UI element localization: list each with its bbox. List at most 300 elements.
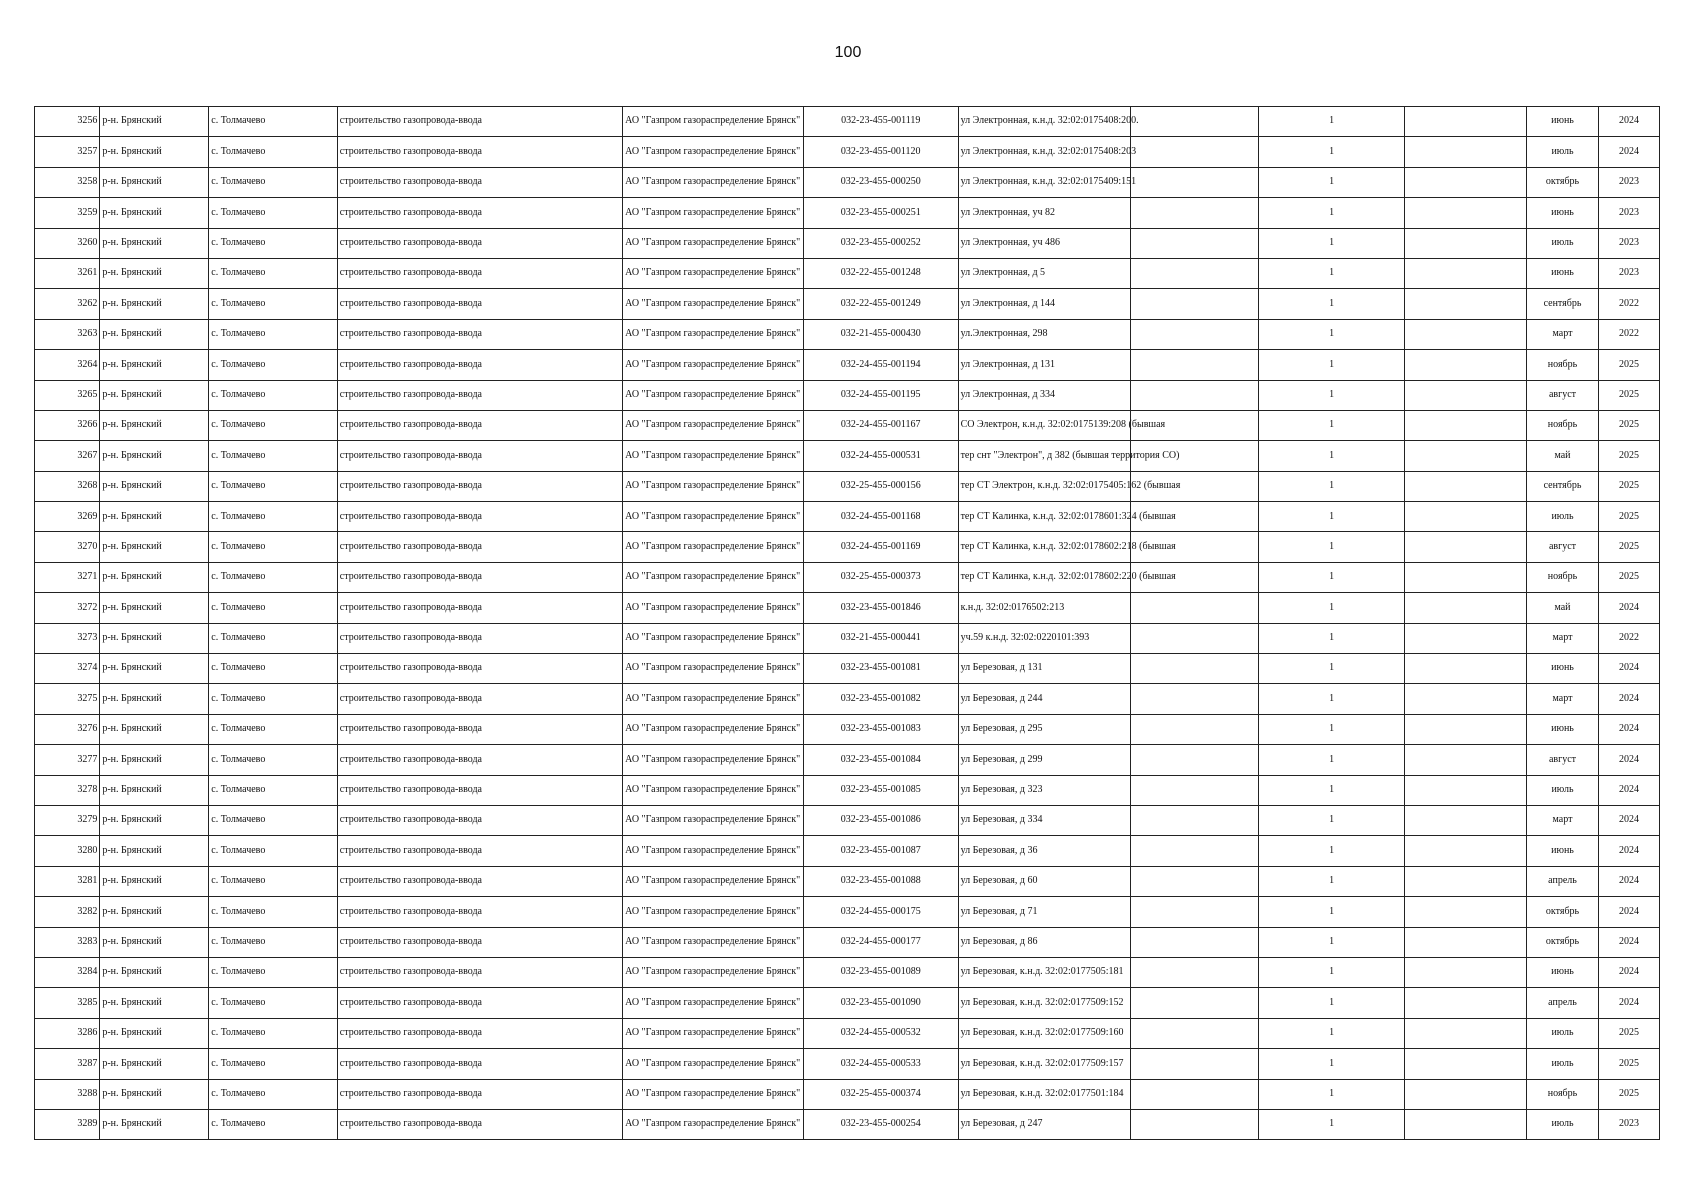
- address-cell: ул Березовая, д 71: [958, 897, 1130, 927]
- registration-number-cell: 032-23-455-001087: [803, 836, 958, 866]
- address-cell: тер СТ Калинка, к.н.д. 32:02:0178601:324 (бывшая: [958, 502, 1130, 532]
- address-cell: ул Электронная, д 5: [958, 258, 1130, 288]
- settlement-cell: с. Толмачево: [209, 745, 338, 775]
- row-number-cell: 3287: [35, 1049, 100, 1079]
- empty-cell: [1130, 805, 1259, 835]
- year-cell: 2024: [1598, 137, 1659, 167]
- quantity-cell: 1: [1259, 410, 1405, 440]
- work-type-cell: строительство газопровода-ввода: [337, 684, 622, 714]
- organization-cell: АО "Газпром газораспределение Брянск": [623, 593, 804, 623]
- year-cell: 2022: [1598, 623, 1659, 653]
- row-number-cell: 3261: [35, 258, 100, 288]
- settlement-cell: с. Толмачево: [209, 107, 338, 137]
- empty-cell: [1130, 1079, 1259, 1109]
- empty-cell: [1405, 471, 1527, 501]
- quantity-cell: 1: [1259, 988, 1405, 1018]
- settlement-cell: с. Толмачево: [209, 502, 338, 532]
- month-cell: июнь: [1527, 107, 1599, 137]
- quantity-cell: 1: [1259, 805, 1405, 835]
- work-type-cell: строительство газопровода-ввода: [337, 775, 622, 805]
- work-type-cell: строительство газопровода-ввода: [337, 593, 622, 623]
- month-cell: сентябрь: [1527, 289, 1599, 319]
- registration-number-cell: 032-23-455-001088: [803, 866, 958, 896]
- year-cell: 2022: [1598, 289, 1659, 319]
- district-cell: р-н. Брянский: [100, 623, 209, 653]
- settlement-cell: с. Толмачево: [209, 350, 338, 380]
- registration-number-cell: 032-24-455-001195: [803, 380, 958, 410]
- table-row: [35, 107, 1660, 137]
- table-row: [35, 258, 1660, 288]
- organization-cell: АО "Газпром газораспределение Брянск": [623, 654, 804, 684]
- work-type-cell: строительство газопровода-ввода: [337, 198, 622, 228]
- address-cell: ул Электронная, к.н.д. 32:02:0175409:151: [958, 167, 1130, 197]
- table-row: [35, 1049, 1660, 1079]
- table-row: [35, 1109, 1660, 1139]
- organization-cell: АО "Газпром газораспределение Брянск": [623, 623, 804, 653]
- work-type-cell: строительство газопровода-ввода: [337, 1079, 622, 1109]
- row-number-cell: 3274: [35, 654, 100, 684]
- registration-number-cell: 032-25-455-000374: [803, 1079, 958, 1109]
- registration-number-cell: 032-25-455-000156: [803, 471, 958, 501]
- row-number-cell: 3266: [35, 410, 100, 440]
- registration-number-cell: 032-23-455-001081: [803, 654, 958, 684]
- month-cell: июль: [1527, 1018, 1599, 1048]
- row-number-cell: 3263: [35, 319, 100, 349]
- month-cell: июль: [1527, 775, 1599, 805]
- table-body: [35, 107, 1660, 1140]
- month-cell: август: [1527, 380, 1599, 410]
- row-number-cell: 3282: [35, 897, 100, 927]
- registration-number-cell: 032-21-455-000441: [803, 623, 958, 653]
- table-row: [35, 866, 1660, 896]
- organization-cell: АО "Газпром газораспределение Брянск": [623, 927, 804, 957]
- month-cell: август: [1527, 745, 1599, 775]
- year-cell: 2025: [1598, 410, 1659, 440]
- table-row: [35, 714, 1660, 744]
- table-row: [35, 167, 1660, 197]
- work-type-cell: строительство газопровода-ввода: [337, 167, 622, 197]
- organization-cell: АО "Газпром газораспределение Брянск": [623, 775, 804, 805]
- month-cell: октябрь: [1527, 167, 1599, 197]
- district-cell: р-н. Брянский: [100, 319, 209, 349]
- settlement-cell: с. Толмачево: [209, 623, 338, 653]
- quantity-cell: 1: [1259, 289, 1405, 319]
- empty-cell: [1130, 228, 1259, 258]
- settlement-cell: с. Толмачево: [209, 1079, 338, 1109]
- empty-cell: [1130, 1109, 1259, 1139]
- work-type-cell: строительство газопровода-ввода: [337, 623, 622, 653]
- row-number-cell: 3270: [35, 532, 100, 562]
- quantity-cell: 1: [1259, 441, 1405, 471]
- row-number-cell: 3268: [35, 471, 100, 501]
- empty-cell: [1405, 532, 1527, 562]
- row-number-cell: 3259: [35, 198, 100, 228]
- quantity-cell: 1: [1259, 957, 1405, 987]
- district-cell: р-н. Брянский: [100, 289, 209, 319]
- settlement-cell: с. Толмачево: [209, 654, 338, 684]
- row-number-cell: 3280: [35, 836, 100, 866]
- registration-number-cell: 032-24-455-000533: [803, 1049, 958, 1079]
- district-cell: р-н. Брянский: [100, 745, 209, 775]
- district-cell: р-н. Брянский: [100, 1049, 209, 1079]
- district-cell: р-н. Брянский: [100, 107, 209, 137]
- organization-cell: АО "Газпром газораспределение Брянск": [623, 137, 804, 167]
- address-cell: ул Березовая, к.н.д. 32:02:0177501:184: [958, 1079, 1130, 1109]
- year-cell: 2022: [1598, 319, 1659, 349]
- quantity-cell: 1: [1259, 258, 1405, 288]
- organization-cell: АО "Газпром газораспределение Брянск": [623, 836, 804, 866]
- district-cell: р-н. Брянский: [100, 714, 209, 744]
- district-cell: р-н. Брянский: [100, 654, 209, 684]
- month-cell: июль: [1527, 137, 1599, 167]
- empty-cell: [1405, 198, 1527, 228]
- work-type-cell: строительство газопровода-ввода: [337, 289, 622, 319]
- district-cell: р-н. Брянский: [100, 228, 209, 258]
- empty-cell: [1130, 350, 1259, 380]
- work-type-cell: строительство газопровода-ввода: [337, 350, 622, 380]
- quantity-cell: 1: [1259, 593, 1405, 623]
- organization-cell: АО "Газпром газораспределение Брянск": [623, 714, 804, 744]
- empty-cell: [1405, 836, 1527, 866]
- settlement-cell: с. Толмачево: [209, 897, 338, 927]
- work-type-cell: строительство газопровода-ввода: [337, 866, 622, 896]
- work-type-cell: строительство газопровода-ввода: [337, 107, 622, 137]
- quantity-cell: 1: [1259, 198, 1405, 228]
- settlement-cell: с. Толмачево: [209, 167, 338, 197]
- empty-cell: [1130, 957, 1259, 987]
- settlement-cell: с. Толмачево: [209, 562, 338, 592]
- year-cell: 2024: [1598, 654, 1659, 684]
- quantity-cell: 1: [1259, 380, 1405, 410]
- year-cell: 2024: [1598, 107, 1659, 137]
- month-cell: июль: [1527, 502, 1599, 532]
- registration-number-cell: 032-24-455-000531: [803, 441, 958, 471]
- district-cell: р-н. Брянский: [100, 1079, 209, 1109]
- year-cell: 2025: [1598, 562, 1659, 592]
- work-type-cell: строительство газопровода-ввода: [337, 988, 622, 1018]
- address-cell: ул Березовая, д 244: [958, 684, 1130, 714]
- organization-cell: АО "Газпром газораспределение Брянск": [623, 988, 804, 1018]
- year-cell: 2025: [1598, 441, 1659, 471]
- table-row: [35, 532, 1660, 562]
- settlement-cell: с. Толмачево: [209, 258, 338, 288]
- month-cell: июнь: [1527, 957, 1599, 987]
- address-cell: ул Березовая, д 131: [958, 654, 1130, 684]
- organization-cell: АО "Газпром газораспределение Брянск": [623, 410, 804, 440]
- work-type-cell: строительство газопровода-ввода: [337, 897, 622, 927]
- quantity-cell: 1: [1259, 1109, 1405, 1139]
- district-cell: р-н. Брянский: [100, 1018, 209, 1048]
- empty-cell: [1405, 866, 1527, 896]
- organization-cell: АО "Газпром газораспределение Брянск": [623, 258, 804, 288]
- address-cell: ул Березовая, д 60: [958, 866, 1130, 896]
- month-cell: ноябрь: [1527, 350, 1599, 380]
- row-number-cell: 3272: [35, 593, 100, 623]
- address-cell: ул Березовая, д 36: [958, 836, 1130, 866]
- work-type-cell: строительство газопровода-ввода: [337, 1109, 622, 1139]
- row-number-cell: 3281: [35, 866, 100, 896]
- year-cell: 2025: [1598, 502, 1659, 532]
- settlement-cell: с. Толмачево: [209, 198, 338, 228]
- table-row: [35, 289, 1660, 319]
- organization-cell: АО "Газпром газораспределение Брянск": [623, 502, 804, 532]
- quantity-cell: 1: [1259, 532, 1405, 562]
- work-type-cell: строительство газопровода-ввода: [337, 836, 622, 866]
- table-row: [35, 957, 1660, 987]
- month-cell: июль: [1527, 228, 1599, 258]
- settlement-cell: с. Толмачево: [209, 684, 338, 714]
- empty-cell: [1130, 167, 1259, 197]
- settlement-cell: с. Толмачево: [209, 410, 338, 440]
- quantity-cell: 1: [1259, 684, 1405, 714]
- organization-cell: АО "Газпром газораспределение Брянск": [623, 1049, 804, 1079]
- work-type-cell: строительство газопровода-ввода: [337, 137, 622, 167]
- year-cell: 2023: [1598, 198, 1659, 228]
- address-cell: тер СТ Электрон, к.н.д. 32:02:0175405:162 (бывшая: [958, 471, 1130, 501]
- organization-cell: АО "Газпром газораспределение Брянск": [623, 107, 804, 137]
- address-cell: уч.59 к.н.д. 32:02:0220101:393: [958, 623, 1130, 653]
- year-cell: 2025: [1598, 1049, 1659, 1079]
- organization-cell: АО "Газпром газораспределение Брянск": [623, 805, 804, 835]
- address-cell: ул Электронная, д 334: [958, 380, 1130, 410]
- registration-number-cell: 032-23-455-000254: [803, 1109, 958, 1139]
- empty-cell: [1405, 350, 1527, 380]
- settlement-cell: с. Толмачево: [209, 866, 338, 896]
- organization-cell: АО "Газпром газораспределение Брянск": [623, 957, 804, 987]
- quantity-cell: 1: [1259, 107, 1405, 137]
- year-cell: 2024: [1598, 988, 1659, 1018]
- settlement-cell: с. Толмачево: [209, 988, 338, 1018]
- empty-cell: [1130, 745, 1259, 775]
- registration-number-cell: 032-24-455-001194: [803, 350, 958, 380]
- empty-cell: [1405, 410, 1527, 440]
- quantity-cell: 1: [1259, 836, 1405, 866]
- empty-cell: [1130, 107, 1259, 137]
- work-type-cell: строительство газопровода-ввода: [337, 745, 622, 775]
- district-cell: р-н. Брянский: [100, 805, 209, 835]
- month-cell: сентябрь: [1527, 471, 1599, 501]
- registration-number-cell: 032-21-455-000430: [803, 319, 958, 349]
- month-cell: июнь: [1527, 654, 1599, 684]
- district-cell: р-н. Брянский: [100, 502, 209, 532]
- district-cell: р-н. Брянский: [100, 137, 209, 167]
- settlement-cell: с. Толмачево: [209, 1049, 338, 1079]
- work-type-cell: строительство газопровода-ввода: [337, 410, 622, 440]
- registration-number-cell: 032-23-455-001082: [803, 684, 958, 714]
- district-cell: р-н. Брянский: [100, 532, 209, 562]
- month-cell: ноябрь: [1527, 1079, 1599, 1109]
- month-cell: март: [1527, 319, 1599, 349]
- empty-cell: [1130, 775, 1259, 805]
- table-row: [35, 380, 1660, 410]
- row-number-cell: 3288: [35, 1079, 100, 1109]
- row-number-cell: 3278: [35, 775, 100, 805]
- address-cell: тер СТ Калинка, к.н.д. 32:02:0178602:218 (бывшая: [958, 532, 1130, 562]
- work-type-cell: строительство газопровода-ввода: [337, 927, 622, 957]
- row-number-cell: 3258: [35, 167, 100, 197]
- district-cell: р-н. Брянский: [100, 927, 209, 957]
- registration-number-cell: 032-24-455-000175: [803, 897, 958, 927]
- address-cell: ул Березовая, д 86: [958, 927, 1130, 957]
- empty-cell: [1130, 897, 1259, 927]
- work-type-cell: строительство газопровода-ввода: [337, 1018, 622, 1048]
- year-cell: 2024: [1598, 775, 1659, 805]
- organization-cell: АО "Газпром газораспределение Брянск": [623, 167, 804, 197]
- settlement-cell: с. Толмачево: [209, 380, 338, 410]
- empty-cell: [1405, 228, 1527, 258]
- month-cell: март: [1527, 805, 1599, 835]
- work-type-cell: строительство газопровода-ввода: [337, 532, 622, 562]
- quantity-cell: 1: [1259, 167, 1405, 197]
- settlement-cell: с. Толмачево: [209, 836, 338, 866]
- empty-cell: [1405, 957, 1527, 987]
- year-cell: 2023: [1598, 258, 1659, 288]
- address-cell: ул Электронная, уч 486: [958, 228, 1130, 258]
- registration-number-cell: 032-24-455-001168: [803, 502, 958, 532]
- empty-cell: [1130, 289, 1259, 319]
- registration-number-cell: 032-23-455-001090: [803, 988, 958, 1018]
- empty-cell: [1130, 684, 1259, 714]
- empty-cell: [1130, 380, 1259, 410]
- registration-number-cell: 032-24-455-001169: [803, 532, 958, 562]
- table-row: [35, 654, 1660, 684]
- district-cell: р-н. Брянский: [100, 1109, 209, 1139]
- row-number-cell: 3260: [35, 228, 100, 258]
- year-cell: 2024: [1598, 957, 1659, 987]
- empty-cell: [1405, 593, 1527, 623]
- month-cell: июнь: [1527, 714, 1599, 744]
- year-cell: 2024: [1598, 805, 1659, 835]
- table-row: [35, 805, 1660, 835]
- table-row: [35, 319, 1660, 349]
- work-type-cell: строительство газопровода-ввода: [337, 714, 622, 744]
- year-cell: 2023: [1598, 1109, 1659, 1139]
- settlement-cell: с. Толмачево: [209, 927, 338, 957]
- empty-cell: [1405, 1109, 1527, 1139]
- work-type-cell: строительство газопровода-ввода: [337, 228, 622, 258]
- month-cell: июнь: [1527, 198, 1599, 228]
- table-row: [35, 1079, 1660, 1109]
- work-type-cell: строительство газопровода-ввода: [337, 502, 622, 532]
- work-type-cell: строительство газопровода-ввода: [337, 319, 622, 349]
- quantity-cell: 1: [1259, 471, 1405, 501]
- row-number-cell: 3271: [35, 562, 100, 592]
- address-cell: ул Электронная, уч 82: [958, 198, 1130, 228]
- quantity-cell: 1: [1259, 228, 1405, 258]
- year-cell: 2025: [1598, 532, 1659, 562]
- row-number-cell: 3265: [35, 380, 100, 410]
- empty-cell: [1130, 1018, 1259, 1048]
- settlement-cell: с. Толмачево: [209, 593, 338, 623]
- year-cell: 2025: [1598, 380, 1659, 410]
- empty-cell: [1130, 836, 1259, 866]
- table-row: [35, 137, 1660, 167]
- month-cell: август: [1527, 532, 1599, 562]
- settlement-cell: с. Толмачево: [209, 805, 338, 835]
- empty-cell: [1405, 714, 1527, 744]
- organization-cell: АО "Газпром газораспределение Брянск": [623, 289, 804, 319]
- year-cell: 2025: [1598, 471, 1659, 501]
- month-cell: ноябрь: [1527, 562, 1599, 592]
- empty-cell: [1130, 654, 1259, 684]
- work-type-cell: строительство газопровода-ввода: [337, 258, 622, 288]
- registration-number-cell: 032-23-455-001120: [803, 137, 958, 167]
- district-cell: р-н. Брянский: [100, 897, 209, 927]
- row-number-cell: 3267: [35, 441, 100, 471]
- empty-cell: [1130, 319, 1259, 349]
- row-number-cell: 3277: [35, 745, 100, 775]
- organization-cell: АО "Газпром газораспределение Брянск": [623, 471, 804, 501]
- registration-number-cell: 032-24-455-000177: [803, 927, 958, 957]
- table-row: [35, 562, 1660, 592]
- organization-cell: АО "Газпром газораспределение Брянск": [623, 745, 804, 775]
- row-number-cell: 3269: [35, 502, 100, 532]
- table-row: [35, 775, 1660, 805]
- work-type-cell: строительство газопровода-ввода: [337, 1049, 622, 1079]
- address-cell: ул Березовая, к.н.д. 32:02:0177505:181: [958, 957, 1130, 987]
- organization-cell: АО "Газпром газораспределение Брянск": [623, 532, 804, 562]
- settlement-cell: с. Толмачево: [209, 319, 338, 349]
- district-cell: р-н. Брянский: [100, 836, 209, 866]
- row-number-cell: 3273: [35, 623, 100, 653]
- quantity-cell: 1: [1259, 866, 1405, 896]
- table-row: [35, 441, 1660, 471]
- settlement-cell: с. Толмачево: [209, 775, 338, 805]
- table-row: [35, 410, 1660, 440]
- empty-cell: [1405, 319, 1527, 349]
- district-cell: р-н. Брянский: [100, 957, 209, 987]
- row-number-cell: 3262: [35, 289, 100, 319]
- work-type-cell: строительство газопровода-ввода: [337, 441, 622, 471]
- empty-cell: [1405, 137, 1527, 167]
- empty-cell: [1405, 745, 1527, 775]
- district-cell: р-н. Брянский: [100, 198, 209, 228]
- settlement-cell: с. Толмачево: [209, 1109, 338, 1139]
- address-cell: ул Березовая, д 299: [958, 745, 1130, 775]
- empty-cell: [1405, 258, 1527, 288]
- registration-number-cell: 032-23-455-000252: [803, 228, 958, 258]
- district-cell: р-н. Брянский: [100, 167, 209, 197]
- empty-cell: [1405, 562, 1527, 592]
- year-cell: 2024: [1598, 897, 1659, 927]
- table-row: [35, 502, 1660, 532]
- year-cell: 2025: [1598, 1018, 1659, 1048]
- empty-cell: [1130, 258, 1259, 288]
- table-row: [35, 836, 1660, 866]
- quantity-cell: 1: [1259, 502, 1405, 532]
- table-row: [35, 593, 1660, 623]
- empty-cell: [1130, 137, 1259, 167]
- row-number-cell: 3264: [35, 350, 100, 380]
- empty-cell: [1405, 289, 1527, 319]
- empty-cell: [1405, 441, 1527, 471]
- registration-number-cell: 032-23-455-001846: [803, 593, 958, 623]
- address-cell: ул Электронная, к.н.д. 32:02:0175408:200.: [958, 107, 1130, 137]
- registration-number-cell: 032-24-455-000532: [803, 1018, 958, 1048]
- table-row: [35, 1018, 1660, 1048]
- quantity-cell: 1: [1259, 714, 1405, 744]
- quantity-cell: 1: [1259, 1049, 1405, 1079]
- empty-cell: [1405, 684, 1527, 714]
- settlement-cell: с. Толмачево: [209, 471, 338, 501]
- month-cell: июль: [1527, 1049, 1599, 1079]
- empty-cell: [1130, 866, 1259, 896]
- empty-cell: [1130, 623, 1259, 653]
- organization-cell: АО "Газпром газораспределение Брянск": [623, 1109, 804, 1139]
- work-type-cell: строительство газопровода-ввода: [337, 471, 622, 501]
- registration-number-cell: 032-25-455-000373: [803, 562, 958, 592]
- gas-connection-table: [34, 106, 1660, 1140]
